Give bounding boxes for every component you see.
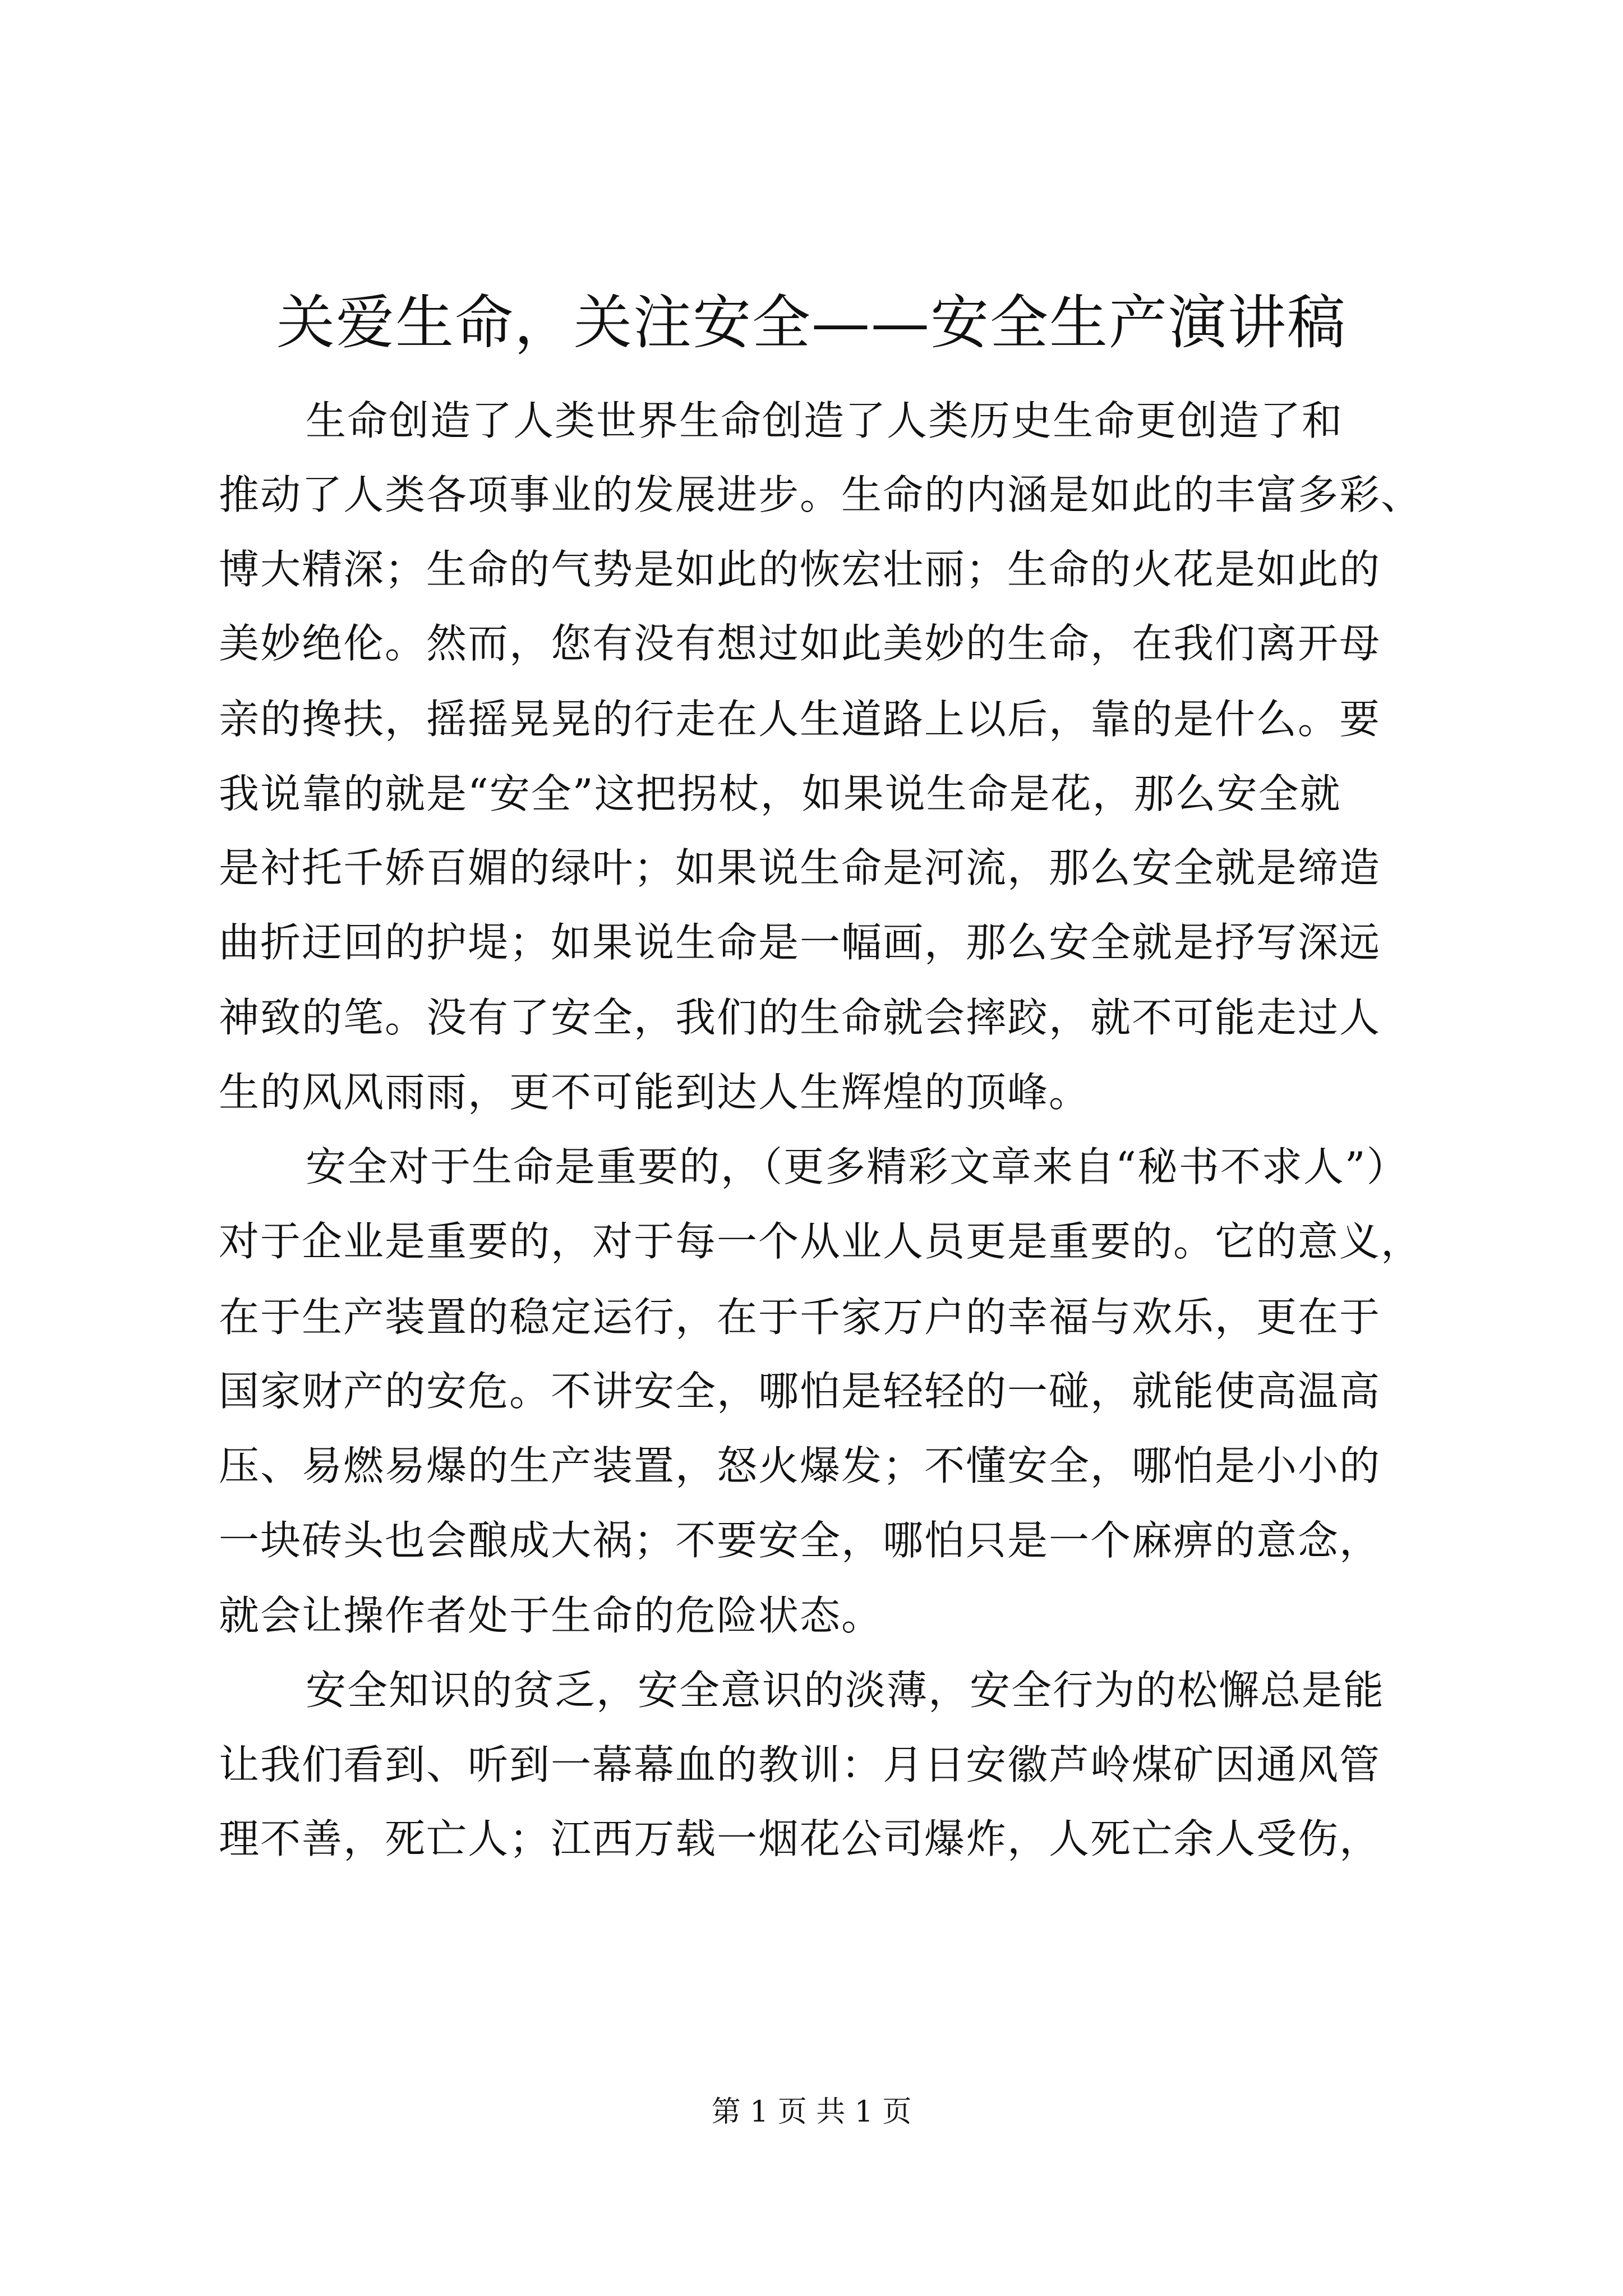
paragraph-3-line-2: 让我们看到、听到一幕幕血的教训：月日安徽芦岭煤矿因通风管 [219,1741,1381,1788]
paragraph-2-line-5: 压、易燃易爆的生产装置，怒火爆发；不懂安全，哪怕是小小的 [219,1442,1381,1489]
paragraph-2-line-6: 一块砖头也会酿成大祸；不要安全，哪怕只是一个麻痹的意念， [219,1517,1381,1564]
paragraph-1-line-8: 曲折迂回的护堤；如果说生命是一幅画，那么安全就是抒写深远 [219,919,1381,966]
page-number-footer: 第 1 页 共 1 页 [711,2095,912,2129]
paragraph-3-line-3: 理不善，死亡人；江西万载一烟花公司爆炸，人死亡余人受伤， [219,1815,1381,1862]
paragraph-1-line-3: 博大精深；生命的气势是如此的恢宏壮丽；生命的火花是如此的 [219,546,1381,593]
paragraph-2-line-3: 在于生产装置的稳定运行，在于千家万户的幸福与欢乐，更在于 [219,1294,1381,1341]
paragraph-2-line-1: 安全对于生命是重要的，（更多精彩文章来自“秘书不求人”） [306,1143,1408,1190]
paragraph-1-line-4: 美妙绝伦。然而，您有没有想过如此美妙的生命，在我们离开母 [219,620,1381,667]
paragraph-2-line-2: 对于企业是重要的，对于每一个从业人员更是重要的。它的意义， [219,1218,1423,1265]
document-title: 关爱生命，关注安全——安全生产演讲稿 [276,288,1347,357]
paragraph-2-line-7: 就会让操作者处于生命的危险状态。 [219,1592,883,1639]
paragraph-1-line-9: 神致的笔。没有了安全，我们的生命就会摔跤，就不可能走过人 [219,994,1381,1041]
paragraph-1-line-1: 生命创造了人类世界生命创造了人类历史生命更创造了和 [306,397,1344,444]
paragraph-1-line-2: 推动了人类各项事业的发展进步。生命的内涵是如此的丰富多彩、 [219,471,1423,518]
paragraph-1-line-7: 是衬托千娇百媚的绿叶；如果说生命是河流，那么安全就是缔造 [219,844,1381,891]
paragraph-1-line-10: 生的风风雨雨，更不可能到达人生辉煌的顶峰。 [219,1069,1091,1116]
paragraph-3-line-1: 安全知识的贫乏，安全意识的淡薄，安全行为的松懈总是能 [306,1667,1385,1714]
paragraph-1-line-5: 亲的搀扶，摇摇晃晃的行走在人生道路上以后，靠的是什么。要 [219,696,1381,743]
paragraph-1-line-6: 我说靠的就是“安全”这把拐杖，如果说生命是花，那么安全就 [219,770,1341,817]
paragraph-2-line-4: 国家财产的安危。不讲安全，哪怕是轻轻的一碰，就能使高温高 [219,1368,1381,1415]
